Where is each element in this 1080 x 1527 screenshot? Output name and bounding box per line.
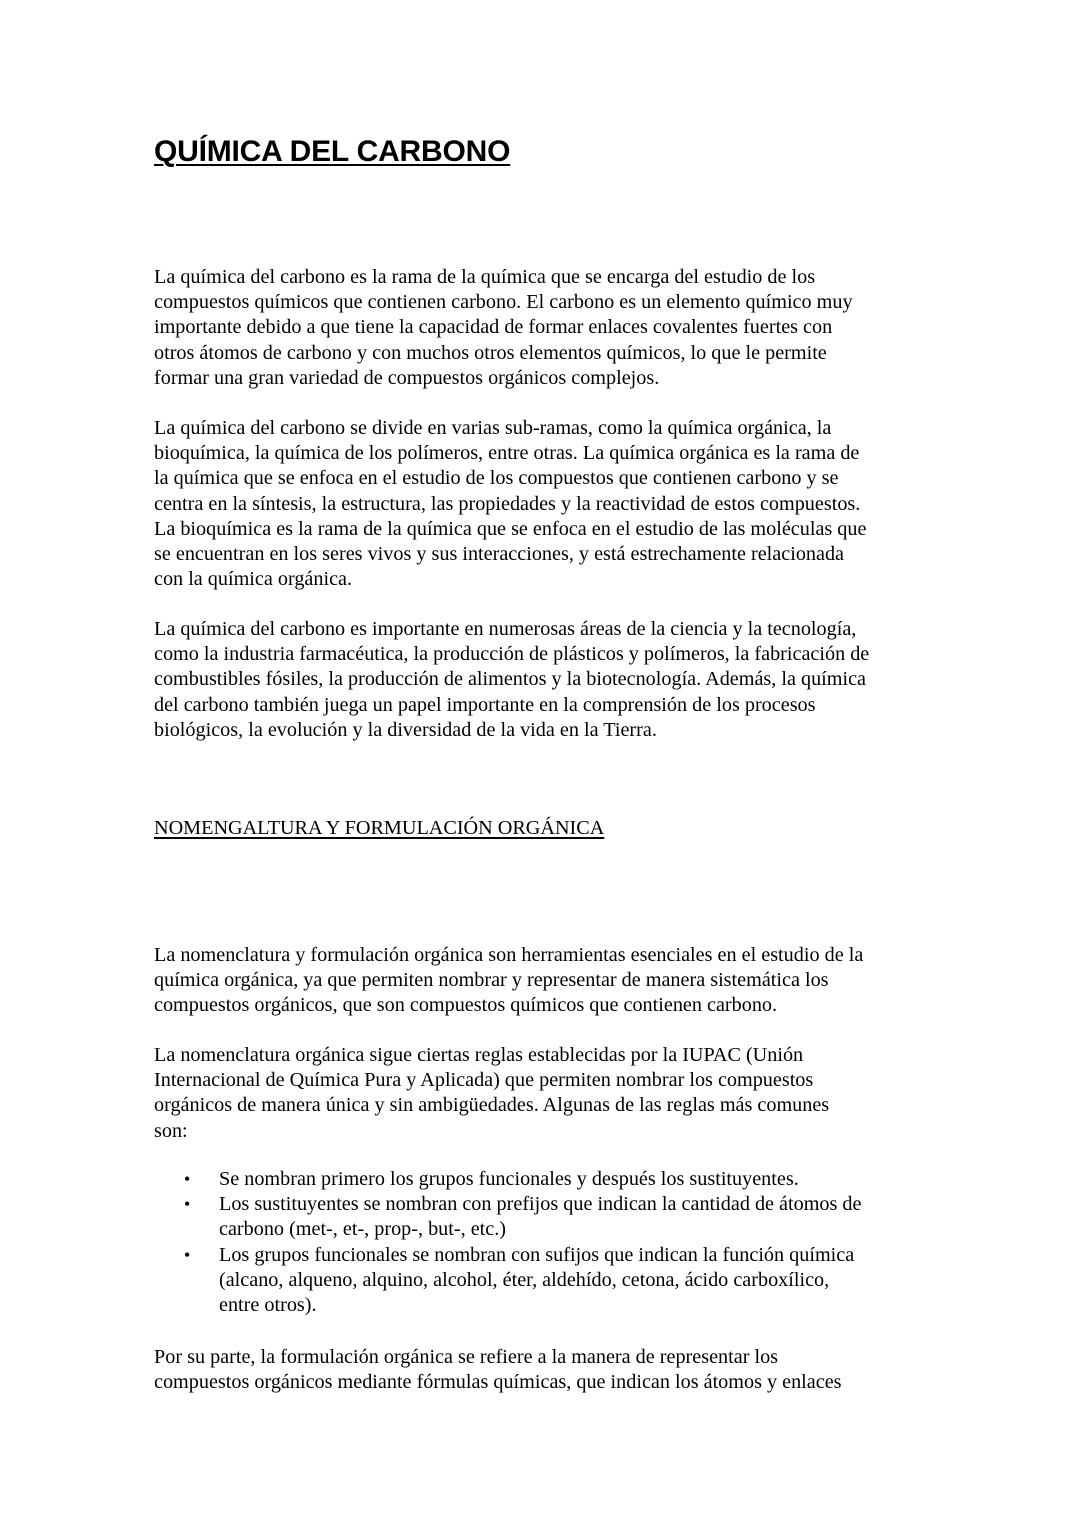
- section-paragraph-2: [154, 1043, 944, 1144]
- bullet-icon: •: [184, 1244, 191, 1265]
- text-line: compuestos orgánicos, que son compuestos químicos que contienen carbono.: [154, 994, 778, 1017]
- text-line: compuestos orgánicos mediante fórmulas químicas, que indican los átomos y enlaces: [154, 1371, 842, 1394]
- text-line: compuestos químicos que contienen carbono. El carbono es un elemento químico muy: [154, 291, 853, 314]
- text-line: (alcano, alqueno, alquino, alcohol, éter, aldehído, cetona, ácido carboxílico,: [219, 1268, 830, 1291]
- text-line: bioquímica, la química de los polímeros, entre otras. La química orgánica es la rama de: [154, 442, 860, 465]
- text-line: del carbono también juega un papel importante en la comprensión de los procesos: [154, 693, 816, 716]
- rules-list: [154, 1167, 861, 1318]
- intro-paragraph-2: [154, 416, 944, 592]
- section-paragraph-1: [154, 943, 944, 1019]
- page-title: QUÍMICA DEL CARBONO: [154, 135, 511, 168]
- text-line: importante debido a que tiene la capacidad de formar enlaces covalentes fuertes con: [154, 316, 833, 339]
- text-line: entre otros).: [219, 1294, 317, 1317]
- list-item: [154, 1192, 861, 1242]
- text-line: La bioquímica es la rama de la química que se enfoca en el estudio de las moléculas que: [154, 517, 867, 540]
- text-line: orgánicos de manera única y sin ambigüedades. Algunas de las reglas más comunes: [154, 1094, 830, 1117]
- text-line: centra en la síntesis, la estructura, las propiedades y la reactividad de estos compuestos.: [154, 492, 861, 515]
- text-line: biológicos, la evolución y la diversidad de la vida en la Tierra.: [154, 718, 657, 741]
- intro-paragraph-3: [154, 617, 944, 743]
- bullet-icon: •: [184, 1194, 191, 1215]
- text-line: La química del carbono se divide en varias sub-ramas, como la química orgánica, la: [154, 417, 832, 439]
- text-line: La química del carbono es la rama de la química que se encarga del estudio de los: [154, 266, 816, 288]
- closing-paragraph: [154, 1345, 944, 1395]
- list-item: [154, 1167, 861, 1192]
- text-line: química orgánica, ya que permiten nombrar y representar de manera sistemática los: [154, 969, 829, 992]
- text-line: combustibles fósiles, la producción de alimentos y la biotecnología. Además, la química: [154, 668, 867, 691]
- text-line: Los grupos funcionales se nombran con sufijos que indican la función química: [219, 1243, 855, 1266]
- text-line: La nomenclatura y formulación orgánica son herramientas esenciales en el estudio de la: [154, 944, 864, 966]
- text-line: otros átomos de carbono y con muchos otros elementos químicos, lo que le permite: [154, 341, 827, 364]
- text-line: Se nombran primero los grupos funcionales y después los sustituyentes.: [219, 1168, 799, 1190]
- text-line: se encuentran en los seres vivos y sus interacciones, y está estrechamente relacionada: [154, 543, 845, 566]
- text-line: la química que se enfoca en el estudio de los compuestos que contienen carbono y se: [154, 467, 839, 490]
- section-title: NOMENGALTURA Y FORMULACIÓN ORGÁNICA: [154, 817, 605, 839]
- bullet-icon: •: [184, 1169, 191, 1189]
- list-item: [154, 1243, 861, 1319]
- text-line: La nomenclatura orgánica sigue ciertas reglas establecidas por la IUPAC (Unión: [154, 1044, 804, 1066]
- text-line: Por su parte, la formulación orgánica se refiere a la manera de representar los: [154, 1346, 779, 1368]
- text-line: con la química orgánica.: [154, 568, 353, 591]
- text-line: Internacional de Química Pura y Aplicada) que permiten nombrar los compuestos: [154, 1069, 814, 1092]
- intro-paragraph-1: [154, 265, 944, 391]
- text-line: La química del carbono es importante en numerosas áreas de la ciencia y la tecnología,: [154, 618, 857, 640]
- text-line: como la industria farmacéutica, la producción de plásticos y polímeros, la fabricación de: [154, 643, 870, 666]
- text-line: formar una gran variedad de compuestos orgánicos complejos.: [154, 366, 660, 389]
- text-line: carbono (met-, et-, prop-, but-, etc.): [219, 1218, 506, 1241]
- text-line: son:: [154, 1119, 188, 1142]
- text-line: Los sustituyentes se nombran con prefijos que indican la cantidad de átomos de: [219, 1193, 862, 1216]
